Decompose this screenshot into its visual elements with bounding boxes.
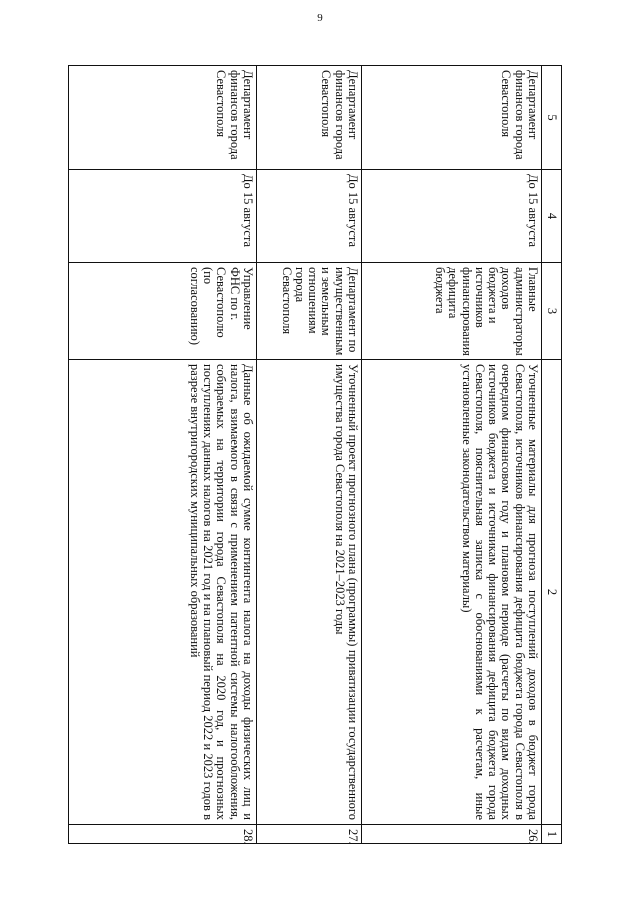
data-table: [68, 65, 562, 844]
description-cell: Уточненные материалы для прогноза поступлений доходов в бюджет города Севастополя, источников финансирования дефицита бюджета города Севастополя в очередном финансовом году и плановом периоде (расчеты по видам доходных источников бюджета и источникам финансирования дефицита бюджета города Севастополя, пояснительная записка с обоснованиями к расчетам, иные установленные законодательством материалы): [362, 360, 542, 825]
header-col-2: 2: [542, 360, 562, 825]
deadline-cell: До 15 августа: [69, 170, 257, 263]
deadline-cell: До 15 августа: [257, 170, 362, 263]
row-number-cell: 27.: [257, 825, 362, 844]
description-cell: Уточненный проект прогнозного плана (программы) приватизации государственного имущества города Севастополя на 2021–2023 годы: [257, 360, 362, 825]
provider-cell: Департамент по имущественным и земельным отношениям города Севастополя: [257, 263, 362, 360]
row-number-cell: 26.: [362, 825, 542, 844]
header-col-1: 1: [542, 825, 562, 844]
department-cell: Департамент финансов города Севастополя: [257, 66, 362, 170]
provider-cell: Управление ФНС по г. Севастополю (по согласованию): [69, 263, 257, 360]
department-cell: Департамент финансов города Севастополя: [362, 66, 542, 170]
table-row: [257, 66, 362, 844]
rotated-table-frame: [69, 65, 562, 843]
header-col-5: 5: [542, 66, 562, 170]
row-number-cell: 28.: [69, 825, 257, 844]
table-row: [362, 66, 542, 844]
deadline-cell: До 15 августа: [362, 170, 542, 263]
header-col-4: 4: [542, 170, 562, 263]
header-row: [542, 66, 562, 844]
table-row: [69, 66, 257, 844]
page-number: 9: [317, 12, 323, 24]
description-cell: Данные об ожидаемой сумме контингента налога на доходы физических лиц и налога, взимаемого в связи с применением патентной системы налогообложения, собираемых на территории города Севастополя на 2020 год, и прогнозных поступлениях данных налогов на 2021 год и на плановый период 2022 и 2023 годов в разрезе внутригородских муниципальных образований: [69, 360, 257, 825]
department-cell: Департамент финансов города Севастополя: [69, 66, 257, 170]
header-col-3: 3: [542, 263, 562, 360]
provider-cell: Главные администраторы доходов бюджета и источников финансирования дефицита бюджета: [362, 263, 542, 360]
